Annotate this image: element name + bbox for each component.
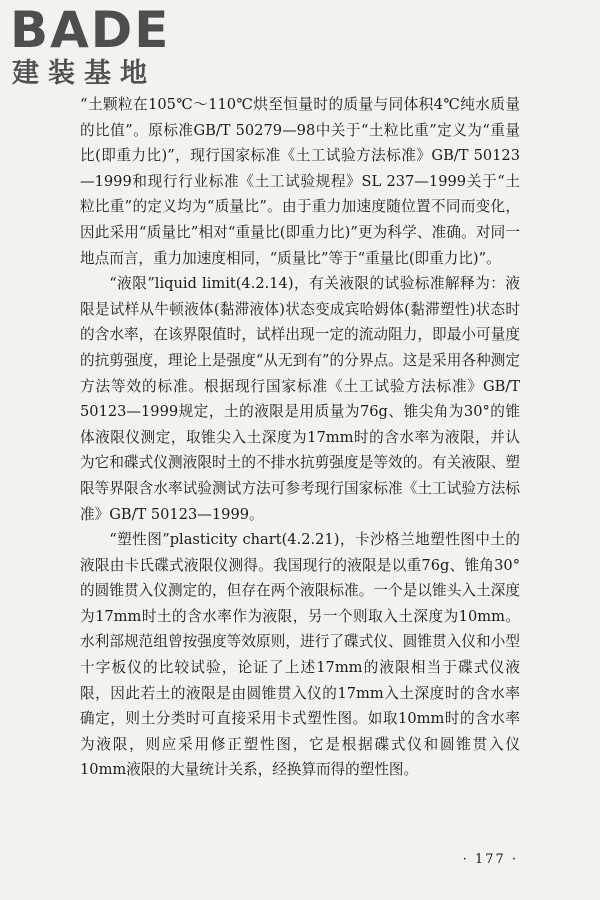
paragraph-plasticity-chart: “塑性图”plasticity chart(4.2.21)，卡沙格兰地塑性图中土的液限由卡氏碟式液限仪测得。我国现行的液限是以重76g、锥角30°的圆锥贯入仪测定的，但存在两个液限标准。一个是以锥头入土深度为17mm时土的含水率作为液限，另一个则取入土深度为10mm。水利部规范组曾按强度等效原则，进行了碟式仪、圆锥贯入仪和小型十字板仪的比较试验，论证了上述17mm的液限相当于碟式仪液限，因此若土的液限是由圆锥贯入仪的17mm入土深度时的含水率确定，则土分类时可直接采用卡式塑性图。如取10mm时的含水率为液限，则应采用修正塑性图，它是根据碟式仪和圆锥贯入仪10mm液限的大量统计关系，经换算而得的塑性图。 [80, 531, 520, 779]
paragraph-liquid-limit: “液限”liquid limit(4.2.14)，有关液限的试验标准解释为：液限是试样从牛顿液体(黏滞液体)状态变成宾哈姆体(黏滞塑性)状态时的含水率，在该界限值时，试样出现一定的流动阻力，即最小可量度的抗剪强度，理论上是强度“从无到有”的分界点。这是采用各种测定方法等效的标准。根据现行国家标准《土工试验方法标准》GB/T 50123—1999规定，土的液限是用质量为76g、锥尖角为30°的锥体液限仪测定，取锥尖入土深度为17mm时的含水率为液限，并认为它和碟式仪测液限时土的不排水抗剪强度是等效的。有关液限、塑限等界限含水率试验测试方法可参考现行国家标准《土工试验方法标准》GB/T 50123—1999。 [80, 275, 520, 523]
bade-watermark-logo [10, 1, 180, 94]
page-number: · 177 · [462, 852, 518, 867]
logo-subtitle-text: 建装基地 [12, 58, 156, 89]
logo-brand-text: BADE [10, 1, 171, 59]
page-body [80, 92, 520, 783]
paragraph-soil-specific-gravity: “土颗粒在105℃～110℃烘至恒量时的质量与同体积4℃纯水质量的比值”。原标准GB/T 50279—98中关于“土粒比重”定义为“重量比(即重力比)”，现行国家标准《土工试验方法标准》GB/T 50123—1999和现行行业标准《土工试验规程》SL 237—1999关于“土粒比重”的定义均为“质量比”。由于重力加速度随位置不同而变化，因此采用“质量比”相对“重量比(即重力比)”更为科学、准确。对同一地点而言，重力加速度相同，“质量比”等于“重量比(即重力比)”。 [80, 96, 520, 267]
